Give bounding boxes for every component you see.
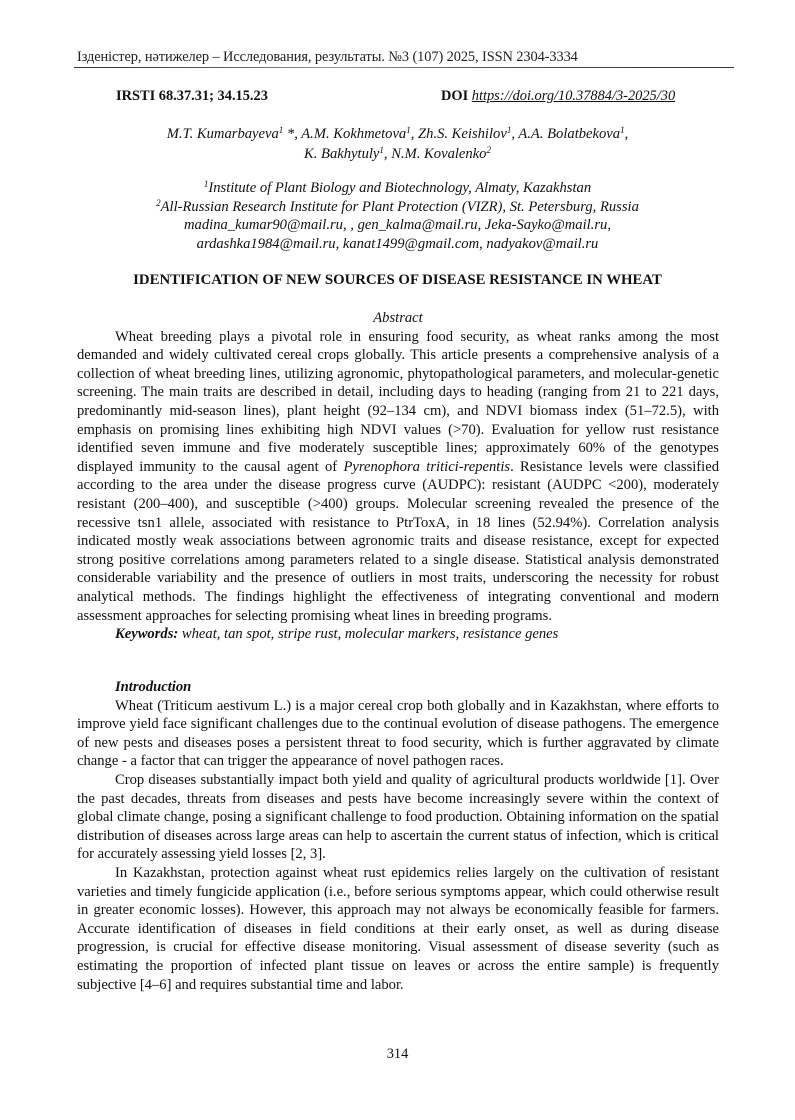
running-header: Ізденістер, нәтижелер – Исследования, результаты. №3 (107) 2025, ISSN 2304-3334 [77,49,578,65]
affiliation: $^1$Institute of Plant Biology and Biotechnology, Almaty, Kazakhstan [203,179,592,196]
introduction-section [77,678,719,994]
author-line-1 [0,124,795,144]
affiliations [0,179,795,253]
abstract-text: Wheat breeding plays a pivotal role in ensuring food security, as wheat ranks among the most demanded and widely cultivated cereal crops globally. This article presents a comprehensive analysis of a collection of wheat breeding lines, utilizing agronomic, phytopathological parameters, and molecular-genetic screening. The main traits are described in detail, including days to heading (ranging from 21 to 221 days, predominantly mid-season lines), plant height (92–134 cm), and NDVI biomass index (51–72.5), with emphasis on promising lines exhibiting high NDVI values (>70). Evaluation for yellow rust resistance identified seven immune and five moderately susceptible lines; approximately 60% of the genotypes displayed immunity to the causal agent of Pyrenophora tritici-repentis. Resistance levels were classified according to the area under the disease progress curve (AUDPC): resistant (AUDPC <200), moderately resistant (200–400), and susceptible (>400) groups. Molecular screening revealed the presence of the recessive tsn1 allele, associated with resistance to PtrToxA, in 18 lines (52.94%). Correlation analysis indicated mostly weak associations between agronomic traits and disease resistance, except for expected strong positive correlations among parameters related to a single disease. Statistical analysis demonstrated considerable variability and the presence of outliers in most traits, underscoring the necessity for robust analytical methods. The findings highlight the effectiveness of integrating conventional and modern assessment approaches for selecting promising wheat lines in breeding programs. [77,328,719,624]
article-title: IDENTIFICATION OF NEW SOURCES OF DISEASE RESISTANCE IN WHEAT [133,272,662,288]
email-line: ardashka1984@mail.ru, kanat1499@gmail.com, nadyakov@mail.ru [196,235,599,252]
email-line: madina_kumar90@mail.ru, , gen_kalma@mail.ru, Jeka-Sayko@mail.ru, [184,217,611,234]
doi-line [441,88,675,105]
keywords: Keywords: wheat, tan spot, stripe rust, molecular markers, resistance genes [115,626,559,643]
author: Zh.S. Keishilov$^1$, [418,125,519,142]
author-list [0,124,795,164]
abstract-heading: Abstract [373,310,423,326]
affiliation: $^2$All-Russian Research Institute for Plant Protection (VIZR), St. Petersburg, Russia [156,197,639,215]
doi-label: DOI [441,88,472,104]
species-name: Pyrenophora tritici-repentis [343,458,511,475]
paragraph: Wheat (Triticum aestivum L.) is a major cereal crop both globally and in Kazakhstan, where efforts to improve yield face significant challenges due to the continual evolution of disease pathogens. The emergence of new pests and diseases poses a persistent threat to food security, which is further aggravated by climate change - a factor that can trigger the appearance of novel pathogen races. [77,697,719,770]
introduction-heading: Introduction [115,679,192,695]
paragraph: Crop diseases substantially impact both yield and quality of agricultural products worldwide [1]. Over the past decades, threats from diseases and pests have become increasingly severe within the context of global climate change, posing a significant challenge to food production. Obtaining information on the spatial distribution of diseases across large areas can help to ascertain the current status of infection, which is critical for accurately assessing yield losses [2, 3]. [77,771,719,863]
author: N.M. Kovalenko$^2$ [391,145,491,162]
paragraph: In Kazakhstan, protection against wheat rust epidemics relies largely on the cultivation of resistant varieties and timely fungicide application (i.e., before serious symptoms appear, which could otherwise result in greater economic losses). However, this approach may not always be economically feasible for farmers. Accurate identification of diseases in field conditions at their early onset, as well as during disease progression, is crucial for effective disease monitoring. Visual assessment of disease severity (such as estimating the proportion of infected plant tissue on leaves or across the entire sample) is frequently subjective [4–6] and requires substantial time and labor. [77,864,719,993]
abstract-section [77,309,719,644]
header-divider [74,67,734,68]
author: A.A. Bolatbekova$^1$, [518,125,629,142]
author: M.T. Kumarbayeva$^1$ *, [166,125,302,142]
doi-link[interactable]: https://doi.org/10.37884/3-2025/30 [471,88,676,104]
page-number: 314 [386,1046,409,1062]
author-line-2 [0,144,795,164]
author: A.M. Kokhmetova$^1$, [301,125,419,142]
irsti-code: IRSTI 68.37.31; 34.15.23 [116,88,268,104]
author: K. Bakhytuly$^1$, [304,145,392,162]
